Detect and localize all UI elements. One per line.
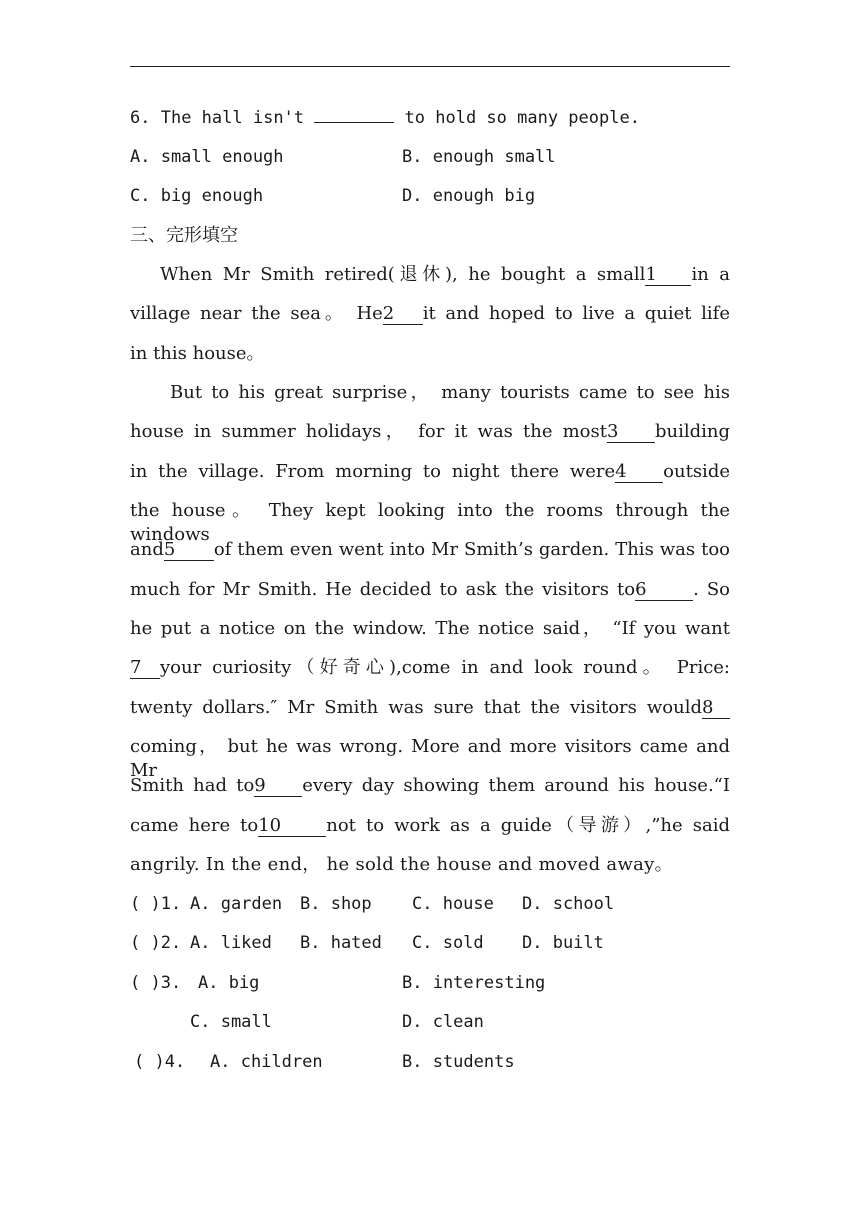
option-b: B. hated bbox=[300, 933, 382, 953]
passage-line: Smith had to9 every day showing them around his house.“I bbox=[130, 775, 730, 796]
option-a: A. children bbox=[210, 1052, 323, 1072]
q6-options-row-1 bbox=[130, 145, 730, 169]
question-stem: The hall isn't bbox=[160, 108, 305, 128]
section-title: 三、完形填空 bbox=[130, 225, 238, 246]
passage-line: When Mr Smith retired(退休), he bought a small1 in a bbox=[160, 264, 730, 285]
blank-1: 1 bbox=[645, 265, 691, 286]
passage-line: village near the sea。 He2 it and hoped to live a quiet life bbox=[130, 303, 730, 324]
question-6 bbox=[130, 106, 730, 130]
option-d: D. school bbox=[522, 894, 615, 914]
option-d: D. enough big bbox=[402, 186, 536, 206]
passage-line: and5 of them even went into Mr Smith’s garden. This was too bbox=[130, 539, 730, 560]
q6-options-row-2 bbox=[130, 184, 730, 208]
option-b: B. students bbox=[402, 1052, 515, 1072]
option-c: C. sold bbox=[412, 933, 484, 953]
passage-line: the house。 They kept looking into the rooms through the windows bbox=[130, 500, 730, 545]
option-a: A. garden bbox=[190, 894, 283, 914]
answer-blank bbox=[314, 122, 394, 123]
passage-line: in this house。 bbox=[130, 343, 265, 364]
option-b: B. enough small bbox=[402, 147, 556, 167]
passage-line: 7 your curiosity（好奇心),come in and look round。 Price: bbox=[130, 657, 730, 678]
passage-line: But to his great surprise， many tourists came to see his bbox=[170, 382, 730, 403]
blank-6: 6 bbox=[635, 580, 693, 601]
option-b: B. interesting bbox=[402, 973, 546, 993]
blank-10: 10 bbox=[258, 816, 326, 837]
option-c: C. small bbox=[190, 1012, 272, 1032]
option-a: A. liked bbox=[190, 933, 272, 953]
question-prefix: ( )2. bbox=[130, 933, 182, 953]
blank-7: 7 bbox=[130, 658, 160, 679]
blank-4: 4 bbox=[615, 462, 663, 483]
option-c: C. big enough bbox=[130, 186, 264, 206]
passage-line: coming， but he was wrong. More and more visitors came and Mr bbox=[130, 736, 730, 781]
option-d: D. built bbox=[522, 933, 604, 953]
option-b: B. shop bbox=[300, 894, 372, 914]
question-number: 6. bbox=[130, 108, 151, 128]
header-rule bbox=[130, 66, 730, 67]
passage-line: angrily. In the end， he sold the house and moved away。 bbox=[130, 854, 673, 875]
option-c: C. house bbox=[412, 894, 494, 914]
blank-8: 8 bbox=[702, 698, 730, 719]
blank-5: 5 bbox=[164, 540, 214, 561]
question-prefix: ( )4. bbox=[134, 1052, 186, 1072]
passage-line: much for Mr Smith. He decided to ask the visitors to6 . So bbox=[130, 579, 731, 600]
option-a: A. small enough bbox=[130, 147, 284, 167]
passage-line: came here to10 not to work as a guide（导游）,”he said bbox=[130, 815, 730, 836]
passage-line: twenty dollars.″ Mr Smith was sure that the visitors would8 bbox=[130, 696, 730, 720]
passage-line: he put a notice on the window. The notice said， “If you want bbox=[130, 618, 730, 639]
passage-line: in the village. From morning to night there were4 outside bbox=[130, 461, 730, 482]
blank-3: 3 bbox=[607, 422, 655, 443]
option-a: A. big bbox=[198, 973, 260, 993]
question-prefix: ( )3. bbox=[130, 973, 182, 993]
blank-2: 2 bbox=[383, 304, 423, 325]
question-stem-end: to hold so many people. bbox=[404, 108, 640, 128]
passage-line: house in summer holidays， for it was the most3 building bbox=[130, 421, 730, 442]
option-d: D. clean bbox=[402, 1012, 484, 1032]
blank-9: 9 bbox=[254, 776, 302, 797]
question-prefix: ( )1. bbox=[130, 894, 182, 914]
